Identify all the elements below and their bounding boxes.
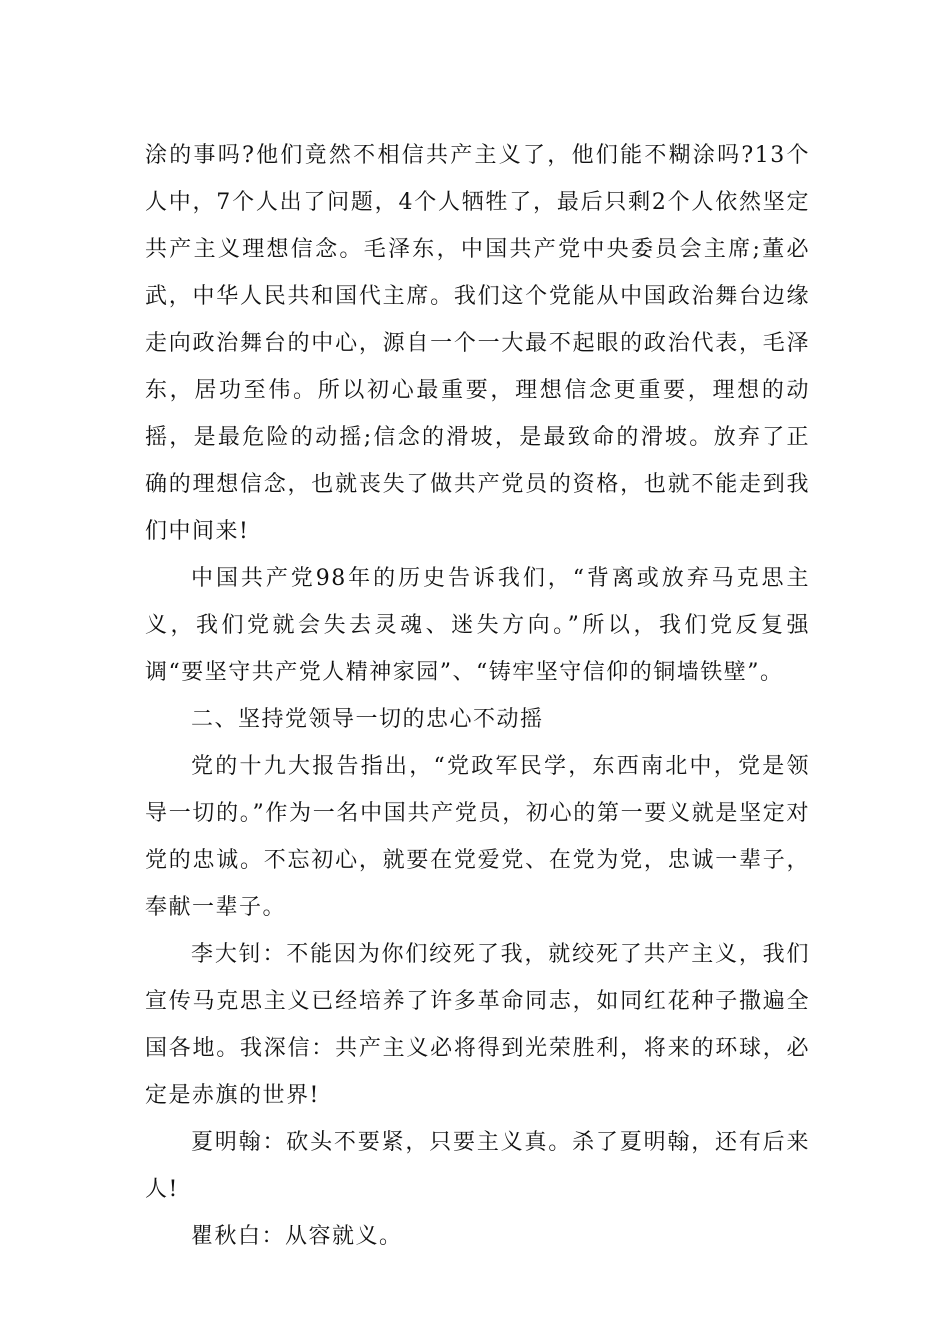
paragraph-5: 夏明翰：砍头不要紧，只要主义真。杀了夏明翰，还有后来人! (145, 1130, 810, 1202)
paragraph-3: 党的十九大报告指出，“党政军民学，东西南北中，党是领导一切的。”作为一名中国共产党员，初心的第一要义就是坚定对党的忠诚。不忘初心，就要在党爱党、在党为党，忠诚一辈子，奉献一辈子。 (145, 754, 810, 920)
section-heading: 二、坚持党领导一切的忠心不动摇 (191, 707, 544, 732)
paragraph-2: 中国共产党98年的历史告诉我们，“背离或放弃马克思主义，我们党就会失去灵魂、迷失方向。”所以，我们党反复强调“要坚守共产党人精神家园”、“铸牢坚守信仰的铜墙铁壁”。 (145, 566, 810, 685)
document-body (145, 132, 810, 1260)
paragraph-6: 瞿秋白：从容就义。 (191, 1224, 403, 1249)
paragraph-4: 李大钊：不能因为你们绞死了我，就绞死了共产主义，我们宣传马克思主义已经培养了许多革命同志，如同红花种子撒遍全国各地。我深信：共产主义必将得到光荣胜利，将来的环球，必定是赤旗的世界! (145, 942, 810, 1108)
paragraph-1: 涂的事吗?他们竟然不相信共产主义了，他们能不糊涂吗?13个人中，7个人出了问题，4个人牺牲了，最后只剩2个人依然坚定共产主义理想信念。毛泽东，中国共产党中央委员会主席;董必武，中华人民共和国代主席。我们这个党能从中国政治舞台边缘走向政治舞台的中心，源自一个一大最不起眼的政治代表，毛泽东，居功至伟。所以初心最重要，理想信念更重要，理想的动摇，是最危险的动摇;信念的滑坡，是最致命的滑坡。放弃了正确的理想信念，也就丧失了做共产党员的资格，也就不能走到我们中间来! (145, 143, 810, 544)
